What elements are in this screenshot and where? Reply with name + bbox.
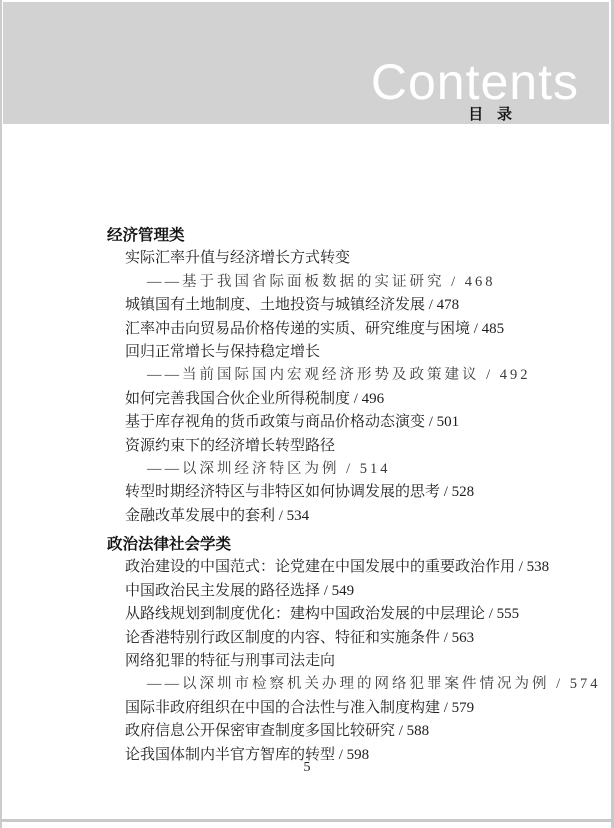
toc-entry: 政治建设的中国范式：论党建在中国发展中的重要政治作用 / 538 xyxy=(125,559,550,576)
toc-subentry: ——以深圳市检察机关办理的网络犯罪案件情况为例 / 574 xyxy=(147,676,601,693)
page-edge-bottom xyxy=(0,819,614,822)
toc-entry: 资源约束下的经济增长转型路径 xyxy=(125,437,336,454)
toc-section-header: 政治法律社会学类 xyxy=(107,536,232,554)
toc-entry: 网络犯罪的特征与刑事司法走向 xyxy=(125,653,336,670)
toc-entry: 基于库存视角的货币政策与商品价格动态演变 / 501 xyxy=(125,414,460,431)
toc-subentry: ——基于我国省际面板数据的实证研究 / 468 xyxy=(147,273,496,290)
toc-entry: 从路线规划到制度优化：建构中国政治发展的中层理论 / 555 xyxy=(125,606,520,623)
toc-list xyxy=(0,224,614,767)
toc-section-header: 经济管理类 xyxy=(107,227,185,244)
toc-entry: 回归正常增长与保持稳定增长 xyxy=(125,343,321,360)
toc-entry: 中国政治民主发展的路径选择 / 549 xyxy=(125,582,355,599)
toc-entry: 论我国体制内半官方智库的转型 / 598 xyxy=(125,746,370,763)
toc-entry: 转型时期经济特区与非特区如何协调发展的思考 / 528 xyxy=(125,484,475,501)
toc-entry: 实际汇率升值与经济增长方式转变 xyxy=(125,250,351,267)
page-number: 5 xyxy=(303,760,311,775)
toc-entry: 国际非政府组织在中国的合法性与准入制度构建 / 579 xyxy=(125,699,475,716)
header-band xyxy=(3,2,609,124)
toc-subentry: ——当前国际国内宏观经济形势及政策建议 / 492 xyxy=(147,367,531,384)
toc-entry: 如何完善我国合伙企业所得税制度 / 496 xyxy=(125,390,385,407)
toc-entry: 城镇国有土地制度、土地投资与城镇经济发展 / 478 xyxy=(125,297,460,314)
toc-entry: 政府信息公开保密审查制度多国比较研究 / 588 xyxy=(125,723,430,740)
toc-entry: 金融改革发展中的套利 / 534 xyxy=(125,507,310,524)
page-edge-left xyxy=(0,0,2,828)
toc-entry: 论香港特别行政区制度的内容、特征和实施条件 / 563 xyxy=(125,629,475,646)
contents-subtitle-chinese: 目 录 xyxy=(468,107,517,123)
toc-entry: 汇率冲击向贸易品价格传递的实质、研究维度与困境 / 485 xyxy=(125,320,505,337)
toc-subentry: ——以深圳经济特区为例 / 514 xyxy=(147,460,391,477)
contents-title: Contents xyxy=(370,54,579,110)
